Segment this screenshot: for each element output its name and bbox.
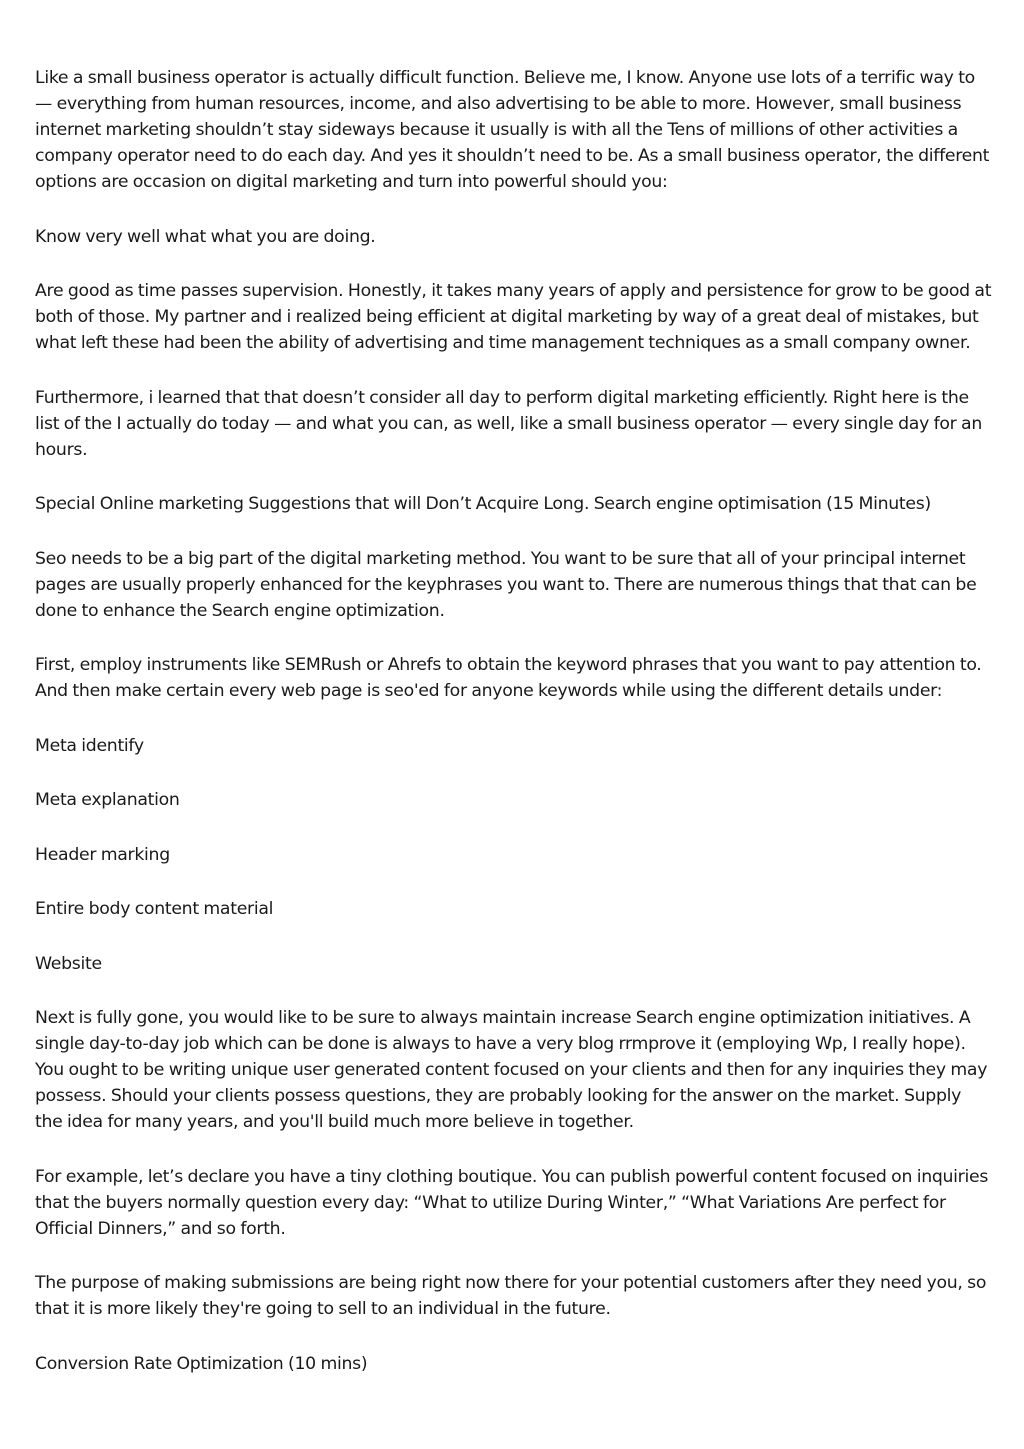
paragraph-purpose: The purpose of making submissions are being right now there for your potential customers after they need you, so that it is more likely they're going to sell to an individual in the future. bbox=[35, 1273, 987, 1319]
paragraph-seo-method: Seo needs to be a big part of the digital marketing method. You want to be sure that all of your principal internet pages are usually properly enhanced for the keyphrases you want to. There are numerous things that that can be done to enhance the Search engine optimization. bbox=[35, 548, 977, 621]
paragraph-time-supervision: Are good as time passes supervision. Honestly, it takes many years of apply and persistence for grow to be good at both of those. My partner and i realized being efficient at digital marketing by way of a great deal of mistakes, but what left these had been the ability of advertising and time management techniques as a small company owner. bbox=[35, 281, 992, 353]
paragraph-example-boutique: For example, let’s declare you have a tiny clothing boutique. You can publish powerful content focused on inquiries that the buyers normally question every day: “What to utilize During Winter,” “What Variations Are perfect for Official Dinners,” and so forth. bbox=[35, 1166, 989, 1239]
list-item-meta-explanation: Meta explanation bbox=[35, 790, 180, 810]
list-item-website: Website bbox=[35, 953, 102, 974]
paragraph-learned: Furthermore, i learned that that doesn’t consider all day to perform digital marketing efficiently. Right here is the list of the I actually do today — and what you can, as well, like a small business operator — every single day for an hours. bbox=[35, 387, 982, 460]
list-item-body-content: Entire body content material bbox=[35, 899, 274, 919]
paragraph-blog: Next is fully gone, you would like to be sure to always maintain increase Search engine optimization initiatives. A single day-to-day job which can be done is always to have a very blog rrmprove it (employing Wp, I really hope). You ought to be writing unique user generated content focused on your clients and then for any inquiries they may possess. Should your clients possess questions, they are probably looking for the answer on the market. Supply the idea for many years, and you'll build much more believe in together. bbox=[35, 1008, 988, 1132]
paragraph-know-what-doing: Know very well what what you are doing. bbox=[35, 226, 376, 247]
paragraph-intro: Like a small business operator is actually difficult function. Believe me, I know. Anyone use lots of a terrific way to — everything from human resources, income, and also advertising to be able to more. However, small business internet marketing shouldn’t stay sideways because it usually is with all the Tens of millions of other activities a company operator need to do each day. And yes it shouldn’t need to be. As a small business operator, the different options are occasion on digital marketing and turn into powerful should you: bbox=[35, 68, 990, 192]
document-body bbox=[35, 65, 993, 1405]
paragraph-tools: First, employ instruments like SEMRush or Ahrefs to obtain the keyword phrases that you want to pay attention to. And then make certain every web page is seo'ed for anyone keywords while using the different details under: bbox=[35, 655, 982, 701]
list-item-meta-identify: Meta identify bbox=[35, 735, 144, 756]
list-item-header-marking: Header marking bbox=[35, 844, 170, 865]
section-heading-conversion: Conversion Rate Optimization (10 mins) bbox=[35, 1353, 368, 1374]
section-heading-seo: Special Online marketing Suggestions that will Don’t Acquire Long. Search engine optimisation (15 Minutes) bbox=[35, 494, 931, 514]
